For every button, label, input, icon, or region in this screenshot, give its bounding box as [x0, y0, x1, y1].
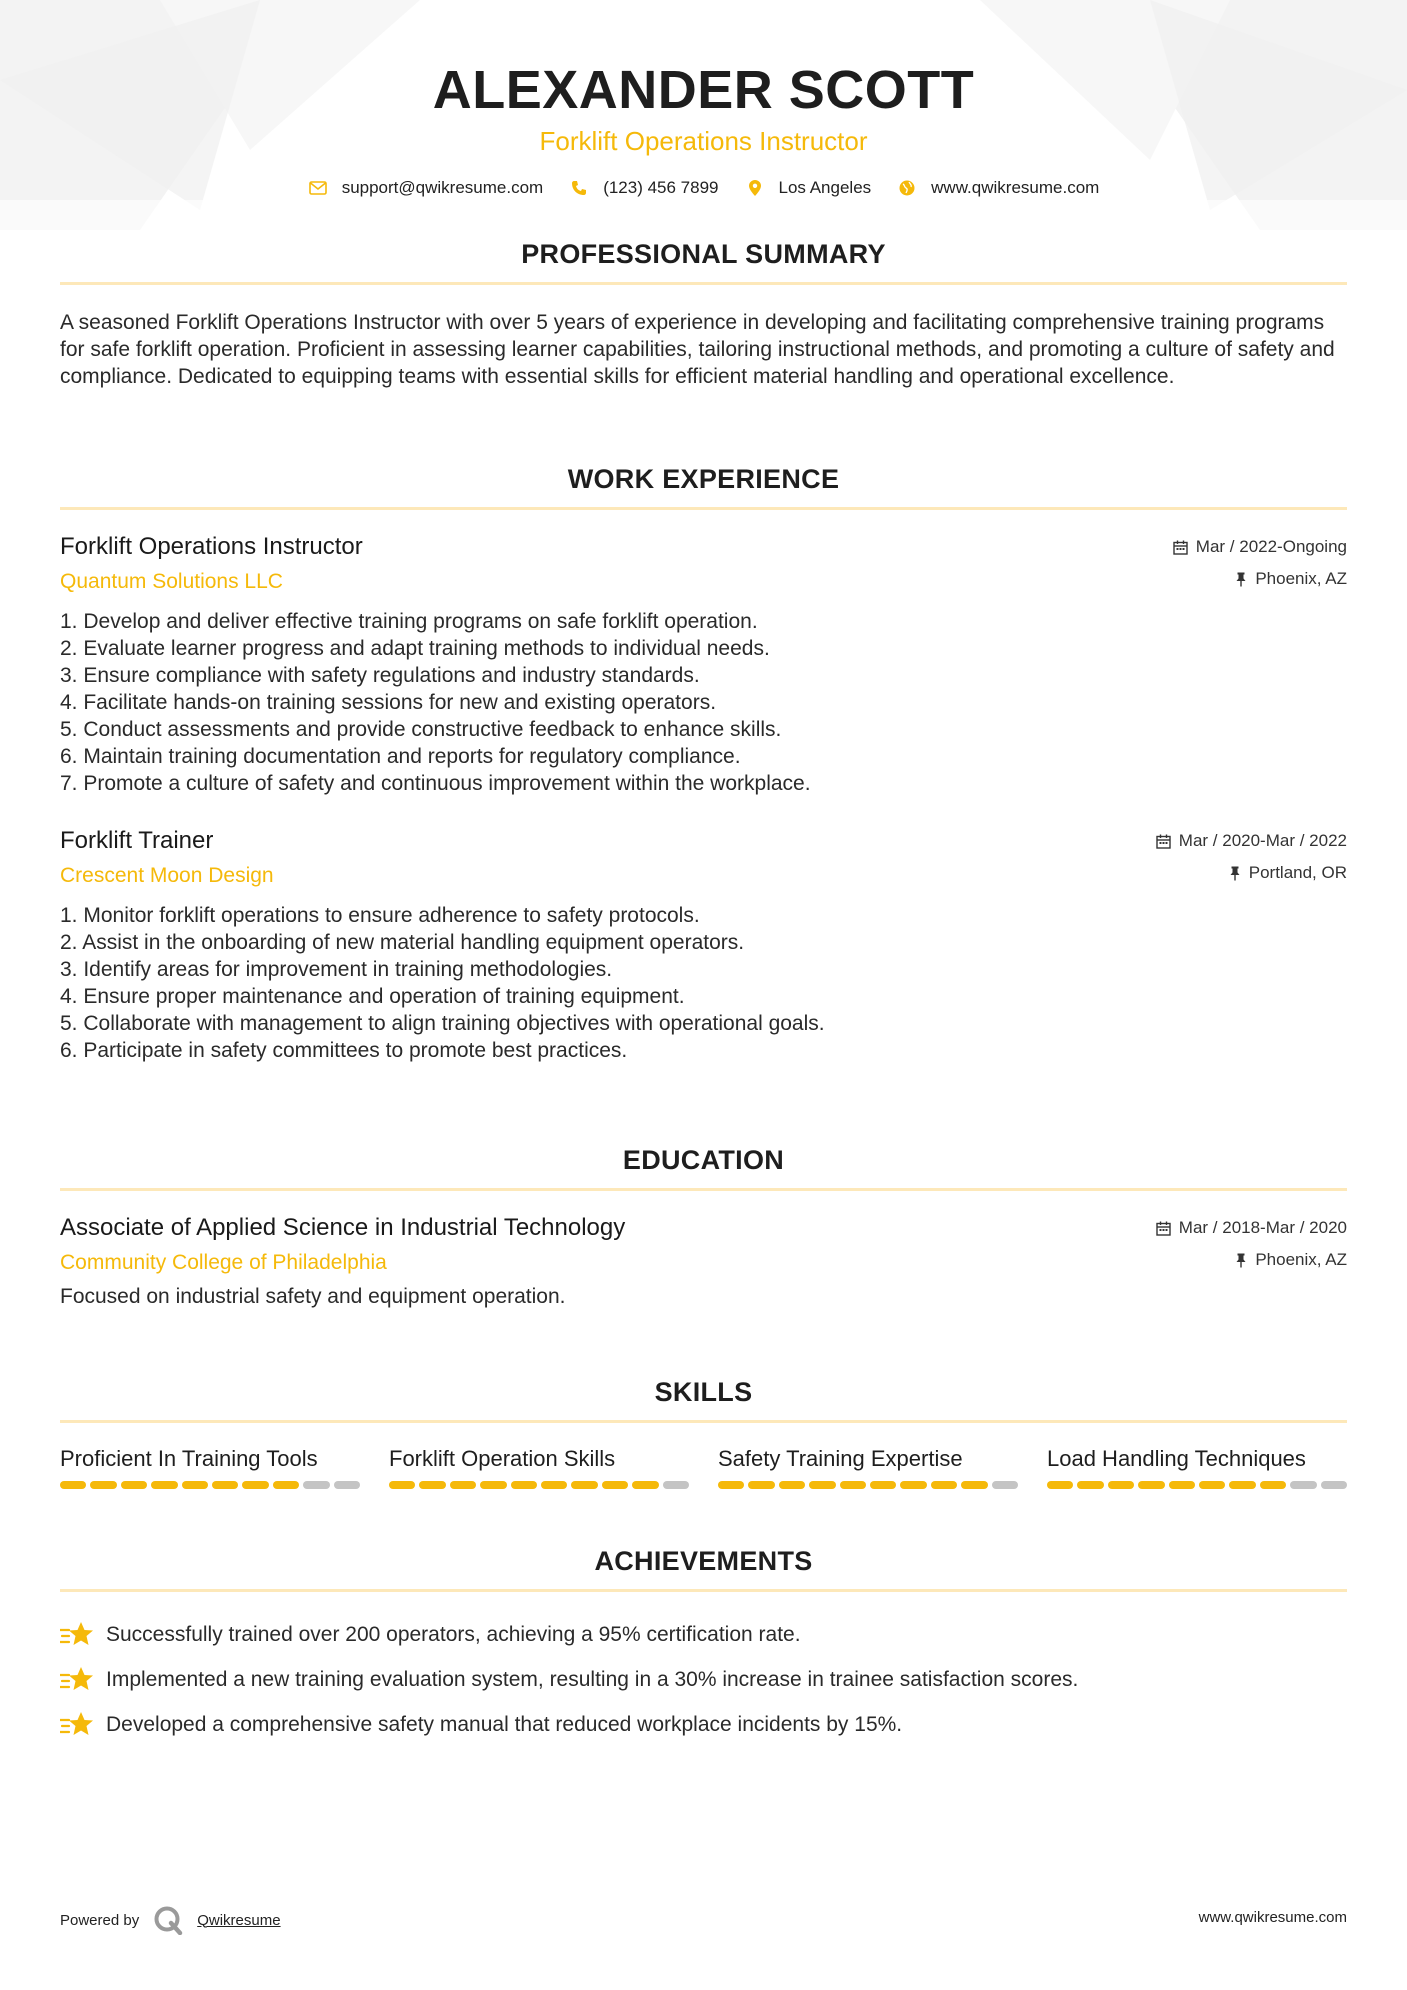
- job-duties-list: [60, 902, 1347, 1064]
- skill-item: [60, 1445, 360, 1489]
- education-heading: EDUCATION: [622, 1145, 785, 1175]
- contact-website[interactable]: [897, 178, 1099, 198]
- skill-segment-filled: [571, 1481, 597, 1489]
- achievement-text: Developed a comprehensive safety manual that reduced workplace incidents by 15%.: [106, 1713, 903, 1736]
- job-location: [1229, 863, 1347, 883]
- list-item: 1. Monitor forklift operations to ensure adherence to safety protocols.: [60, 904, 700, 927]
- skill-segment-filled: [602, 1481, 628, 1489]
- summary-text: A seasoned Forklift Operations Instructor with over 5 years of experience in developing and facilitating comprehensive training programs for safe forklift operation. Proficient in assessing learner capabilities, tailoring instructional methods, and promoting a culture of safety and compliance. Dedicated to equipping teams with essential skills for efficient material handling and operational excellence.: [60, 311, 1335, 388]
- star-icon: [60, 1620, 94, 1650]
- job-location: [1235, 569, 1347, 589]
- skill-segment-filled: [1229, 1481, 1255, 1489]
- section-divider: [60, 1188, 1347, 1191]
- skill-segment-filled: [511, 1481, 537, 1489]
- skill-segment-filled: [151, 1481, 177, 1489]
- skill-segment-filled: [242, 1481, 268, 1489]
- skill-segment-filled: [931, 1481, 957, 1489]
- skill-segment-empty: [334, 1481, 360, 1489]
- skill-segment-filled: [748, 1481, 774, 1489]
- skill-segment-filled: [60, 1481, 86, 1489]
- job-date: [1173, 537, 1347, 557]
- resume-page: [60, 0, 1347, 1990]
- list-item: 3. Identify areas for improvement in training methodologies.: [60, 958, 613, 981]
- powered-by: [60, 1905, 281, 1935]
- job-company: Quantum Solutions LLC: [60, 570, 283, 593]
- skill-item: [389, 1445, 689, 1489]
- calendar-icon: [1156, 834, 1171, 849]
- skill-segment-filled: [90, 1481, 116, 1489]
- skill-segment-filled: [1077, 1481, 1103, 1489]
- job-header: [60, 532, 1347, 598]
- job-location-text: Portland, OR: [1248, 863, 1347, 882]
- pushpin-icon: [1229, 866, 1241, 881]
- education-location-text: Phoenix, AZ: [1255, 1250, 1347, 1269]
- achievements-section: [60, 1543, 1347, 1747]
- section-divider: [60, 282, 1347, 285]
- job-entry: [60, 532, 1347, 797]
- job-title: Forklift Operations Instructor: [60, 533, 363, 560]
- skill-segment-filled: [121, 1481, 147, 1489]
- skill-segment-filled: [1260, 1481, 1286, 1489]
- education-section: [60, 1142, 1347, 1310]
- skill-name: Proficient In Training Tools: [60, 1446, 318, 1471]
- contact-website-text: www.qwikresume.com: [931, 178, 1100, 197]
- contact-email[interactable]: [308, 178, 544, 198]
- map-pin-icon: [745, 179, 765, 197]
- skill-segment-filled: [1047, 1481, 1073, 1489]
- skill-name: Safety Training Expertise: [718, 1446, 963, 1471]
- footer: [60, 1897, 1347, 1933]
- list-item: 1. Develop and deliver effective training programs on safe forklift operation.: [60, 610, 758, 633]
- achievement-text: Implemented a new training evaluation system, resulting in a 30% increase in trainee satisfaction scores.: [106, 1668, 1079, 1691]
- list-item: 5. Collaborate with management to align training objectives with operational goals.: [60, 1012, 825, 1035]
- list-item: 4. Ensure proper maintenance and operation of training equipment.: [60, 985, 685, 1008]
- job-header: [60, 826, 1347, 892]
- contact-phone[interactable]: [569, 178, 718, 198]
- star-icon: [60, 1710, 94, 1740]
- powered-by-label: Powered by: [60, 1911, 140, 1929]
- skill-segment-empty: [303, 1481, 329, 1489]
- skill-segment-filled: [718, 1481, 744, 1489]
- skill-segment-filled: [212, 1481, 238, 1489]
- skill-segment-filled: [870, 1481, 896, 1489]
- list-item: 4. Facilitate hands-on training sessions for new and existing operators.: [60, 691, 717, 714]
- skill-name: Load Handling Techniques: [1047, 1446, 1306, 1471]
- list-item: [60, 1702, 1347, 1747]
- skill-rating-bar: [1047, 1481, 1347, 1489]
- job-date: [1156, 831, 1347, 851]
- job-entry: [60, 826, 1347, 1064]
- list-item: 2. Assist in the onboarding of new material handling equipment operators.: [60, 931, 745, 954]
- job-location-text: Phoenix, AZ: [1255, 569, 1347, 588]
- skills-row: [60, 1445, 1347, 1489]
- contact-phone-text: (123) 456 7899: [603, 178, 719, 197]
- experience-heading: WORK EXPERIENCE: [567, 464, 840, 494]
- education-date-text: Mar / 2018-Mar / 2020: [1178, 1218, 1347, 1237]
- qwikresume-logo-icon: [153, 1905, 183, 1935]
- contact-bar: [60, 178, 1347, 198]
- skill-segment-empty: [663, 1481, 689, 1489]
- achievement-text: Successfully trained over 200 operators, achieving a 95% certification rate.: [106, 1623, 801, 1646]
- globe-icon: [897, 179, 917, 197]
- contact-location-text: Los Angeles: [778, 178, 872, 197]
- education-header: [60, 1213, 1347, 1279]
- calendar-icon: [1173, 540, 1188, 555]
- summary-section: [60, 236, 1347, 390]
- candidate-name: ALEXANDER SCOTT: [432, 60, 975, 120]
- skill-segment-filled: [840, 1481, 866, 1489]
- experience-section: [60, 461, 1347, 1064]
- degree-title: Associate of Applied Science in Industrial Technology: [60, 1214, 626, 1241]
- summary-heading: PROFESSIONAL SUMMARY: [521, 239, 886, 269]
- skill-segment-filled: [809, 1481, 835, 1489]
- job-date-text: Mar / 2022-Ongoing: [1195, 537, 1347, 556]
- skill-segment-filled: [1169, 1481, 1195, 1489]
- skill-rating-bar: [389, 1481, 689, 1489]
- section-divider: [60, 1589, 1347, 1592]
- skill-segment-filled: [541, 1481, 567, 1489]
- calendar-icon: [1156, 1221, 1171, 1236]
- skill-segment-filled: [961, 1481, 987, 1489]
- resume-header: [60, 58, 1347, 198]
- education-description: Focused on industrial safety and equipment operation.: [60, 1285, 566, 1308]
- skill-item: [718, 1445, 1018, 1489]
- star-icon: [60, 1665, 94, 1695]
- phone-icon: [569, 179, 589, 197]
- section-divider: [60, 507, 1347, 510]
- brand-link[interactable]: Qwikresume: [197, 1911, 281, 1929]
- contact-location: [745, 178, 872, 198]
- footer-url[interactable]: www.qwikresume.com: [1198, 1909, 1347, 1926]
- job-duties-list: [60, 608, 1347, 797]
- skill-segment-filled: [419, 1481, 445, 1489]
- list-item: 5. Conduct assessments and provide constructive feedback to enhance skills.: [60, 718, 782, 741]
- skill-item: [1047, 1445, 1347, 1489]
- skills-heading: SKILLS: [654, 1377, 753, 1407]
- skill-segment-filled: [480, 1481, 506, 1489]
- skill-segment-filled: [389, 1481, 415, 1489]
- skill-segment-filled: [632, 1481, 658, 1489]
- envelope-icon: [308, 179, 328, 197]
- skill-segment-filled: [450, 1481, 476, 1489]
- skill-segment-filled: [779, 1481, 805, 1489]
- achievements-list: [60, 1612, 1347, 1747]
- skill-segment-filled: [182, 1481, 208, 1489]
- job-company: Crescent Moon Design: [60, 864, 274, 887]
- achievements-heading: ACHIEVEMENTS: [594, 1546, 813, 1576]
- pushpin-icon: [1235, 572, 1247, 587]
- candidate-title: Forklift Operations Instructor: [539, 126, 868, 156]
- skill-segment-filled: [273, 1481, 299, 1489]
- skill-segment-filled: [1138, 1481, 1164, 1489]
- skill-rating-bar: [60, 1481, 360, 1489]
- education-entry: [60, 1213, 1347, 1310]
- pushpin-icon: [1235, 1253, 1247, 1268]
- skill-segment-filled: [1108, 1481, 1134, 1489]
- list-item: 6. Participate in safety committees to promote best practices.: [60, 1039, 628, 1062]
- skills-section: [60, 1374, 1347, 1489]
- skill-segment-empty: [1290, 1481, 1316, 1489]
- school-name: Community College of Philadelphia: [60, 1251, 387, 1274]
- skill-segment-filled: [1199, 1481, 1225, 1489]
- education-date: [1156, 1218, 1347, 1238]
- skill-segment-empty: [992, 1481, 1018, 1489]
- education-location: [1235, 1250, 1347, 1270]
- list-item: 7. Promote a culture of safety and continuous improvement within the workplace.: [60, 772, 811, 795]
- job-title: Forklift Trainer: [60, 827, 214, 854]
- list-item: [60, 1612, 1347, 1657]
- list-item: [60, 1657, 1347, 1702]
- section-divider: [60, 1420, 1347, 1423]
- list-item: 2. Evaluate learner progress and adapt training methods to individual needs.: [60, 637, 770, 660]
- skill-name: Forklift Operation Skills: [389, 1446, 616, 1471]
- skill-segment-filled: [900, 1481, 926, 1489]
- skill-rating-bar: [718, 1481, 1018, 1489]
- skill-segment-empty: [1321, 1481, 1347, 1489]
- contact-email-text: support@qwikresume.com: [341, 178, 544, 197]
- list-item: 6. Maintain training documentation and reports for regulatory compliance.: [60, 745, 741, 768]
- list-item: 3. Ensure compliance with safety regulations and industry standards.: [60, 664, 700, 687]
- job-date-text: Mar / 2020-Mar / 2022: [1178, 831, 1347, 850]
